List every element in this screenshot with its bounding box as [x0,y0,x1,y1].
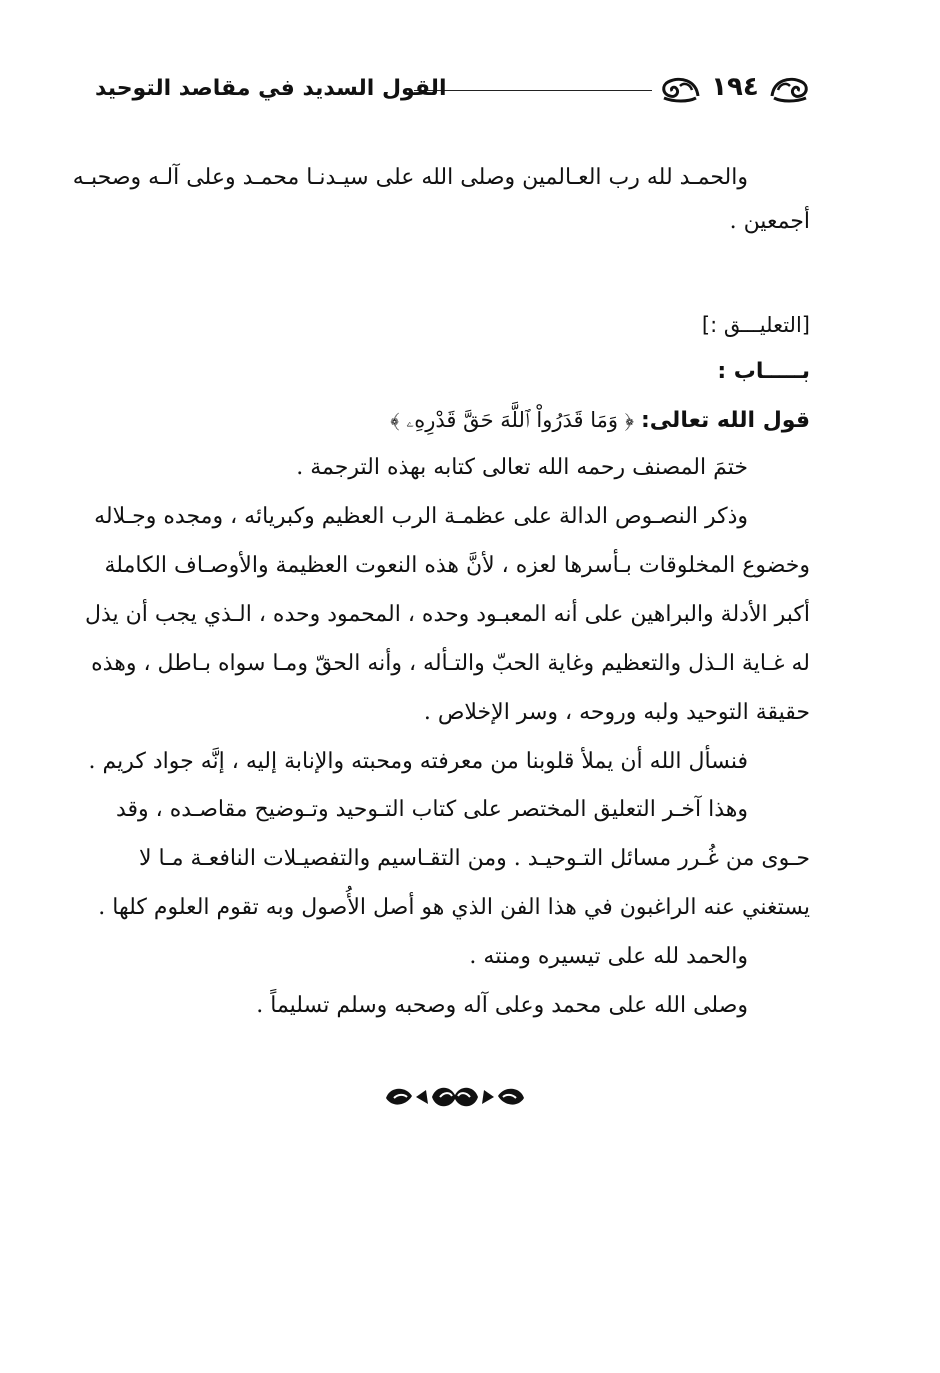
text-line: أكبر الأدلة والبراهين على أنه المعبـود وحده ، المحمود وحده ، الـذي يجب أن يذل [84,602,810,627]
commentary-heading: [التعليـــق :] [701,313,810,337]
page-header [95,64,810,114]
text-line: حـوى من غُـرر مسائل التـوحيـد . ومن التقـاسيم والتفصيـلات النافعـة مـا لا [139,846,810,871]
end-ornament-icon [380,1082,530,1112]
floral-ornament-icon [768,72,810,104]
text-line: والحمـد لله رب العـالمين وصلى الله على سيـدنـا محمـد وعلى آلـه وصحبـه [72,165,748,190]
quran-verse: ﴿ وَمَا قَدَرُواْ ٱللَّهَ حَقَّ قَدْرِهِۦ ﴾ [390,408,634,432]
chapter-label: بـــــاب : [717,359,810,384]
page-number: ١٩٤ [711,72,759,102]
text-line: ختمَ المصنف رحمه الله تعالى كتابه بهذه الترجمة . [296,455,748,480]
floral-ornament-icon [660,72,702,104]
text-line: وذكر النصـوص الدالة على عظمـة الرب العظيم وكبريائه ، ومجده وجـلاله [94,504,748,529]
verse-intro: قول الله تعالى: [641,408,810,433]
text-line: وخضوع المخلوقات بـأسرها لعزه ، لأنَّ هذه النعوت العظيمة والأوصـاف الكاملة [104,553,810,578]
text-line: فنسأل الله أن يملأ قلوبنا من معرفته ومحبته والإنابة إليه ، إنَّه جواد كريم . [88,749,748,774]
book-title: القول السديد في مقاصد التوحيد [95,76,447,101]
text-line: حقيقة التوحيد ولبه وروحه ، وسر الإخلاص . [423,700,810,725]
text-line: أجمعين . [729,209,810,234]
verse-line [95,400,810,441]
text-line: وصلى الله على محمد وعلى آله وصحبه وسلم تسليماً . [256,993,748,1018]
page-number-frame [660,68,810,108]
header-divider [414,90,652,91]
text-line: وهذا آخـر التعليق المختصر على كتاب التـوحيد وتـوضيح مقاصـده ، وقد [115,797,748,822]
text-line: له غـاية الـذل والتعظيم وغاية الحبّ والتـأله ، وأنه الحقّ ومـا سواه بـاطل ، وهذه [91,651,810,676]
text-line: والحمد لله على تيسيره ومنته . [469,944,748,969]
text-line: يستغني عنه الراغبون في هذا الفن الذي هو أصل الأُصول وبه تقوم العلوم كلها . [98,895,810,920]
